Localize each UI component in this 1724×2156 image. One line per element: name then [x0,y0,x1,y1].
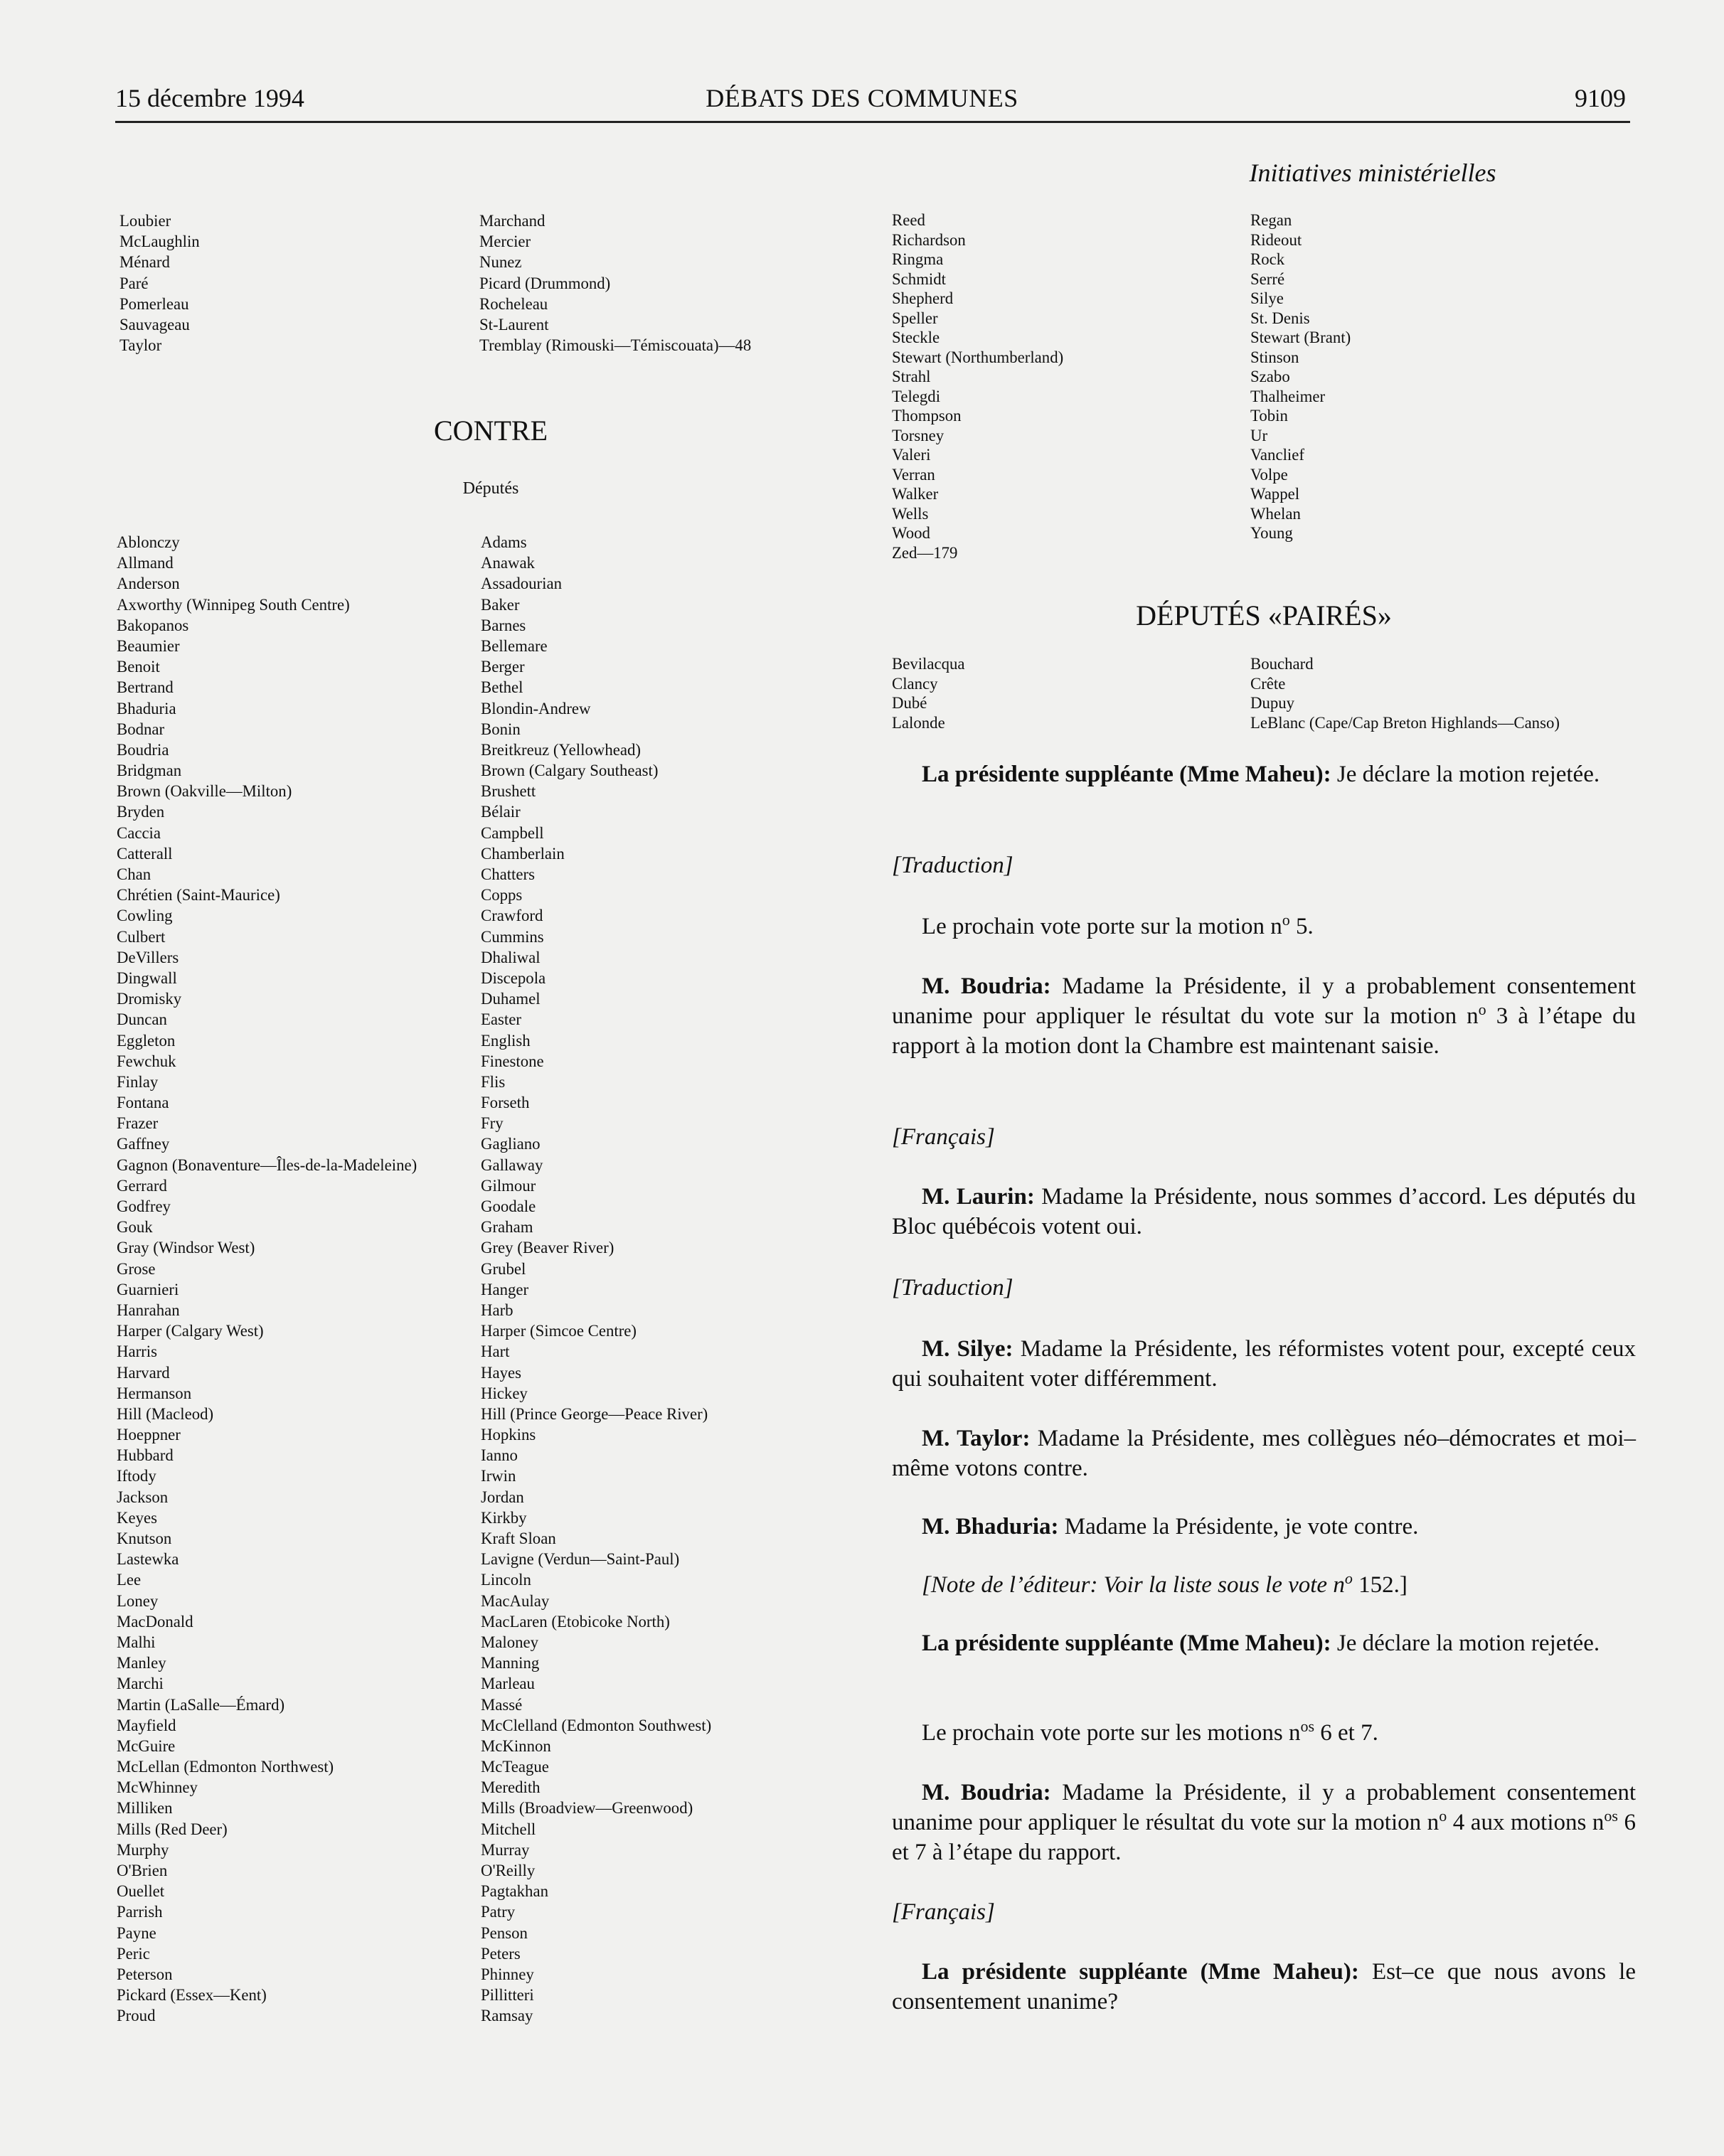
member-name: Boudria [117,740,169,759]
member-name: Murphy [117,1840,169,1859]
member-name: Grey (Beaver River) [481,1239,614,1257]
member-name: Bethel [481,678,523,697]
language-tag-1 [892,850,1636,880]
member-name: Grubel [481,1259,526,1278]
member-name: MacLaren (Etobicoke North) [481,1612,670,1631]
editor-note-text: 152.] [1352,1572,1408,1598]
member-name: Thalheimer [1250,387,1326,405]
member-name: Copps [481,886,523,904]
speech-text: 5. [1289,914,1314,939]
member-name: Schmidt [892,270,946,288]
member-name: Grose [117,1259,156,1278]
member-name: Finlay [117,1072,159,1091]
member-name: Murray [481,1840,530,1859]
member-name: Harris [117,1343,157,1361]
member-name: Flis [481,1072,506,1091]
member-name: Godfrey [117,1197,171,1215]
member-name: Kraft Sloan [481,1530,556,1547]
member-name: Dromisky [117,990,182,1008]
member-name: Chrétien (Saint-Maurice) [117,886,280,904]
member-name: Tremblay (Rimouski—Témiscouata)—48 [479,336,752,355]
page-date: 15 décembre 1994 [115,84,304,112]
speech-text: 4 aux motions n [1447,1810,1605,1835]
proceeding-para-5 [892,1334,1636,1394]
member-name: Peterson [117,1965,173,1983]
member-name: Malhi [117,1633,156,1651]
member-name: Mercier [479,233,531,251]
member-name: Picard (Drummond) [479,274,611,292]
member-name: Bertrand [117,678,174,697]
member-name: Knutson [117,1530,172,1547]
member-name: Bonin [481,720,521,738]
speech-text: Je déclare la motion rejetée. [1336,1631,1600,1656]
member-name: Pomerleau [119,294,189,313]
member-name: Anderson [117,575,180,593]
member-name: Valeri [892,446,931,464]
member-name: Ur [1250,426,1268,444]
speaker-name: La présidente suppléante (Mme Maheu): [922,762,1331,787]
contre-list-col1 [117,532,417,2027]
member-name: Duhamel [481,990,541,1008]
member-name: Ablonczy [117,533,180,551]
language-tag-4 [892,1897,1636,1927]
member-name: Wood [892,524,930,542]
member-name: Strahl [892,368,931,385]
speaker-name: La présidente suppléante (Mme Maheu): [922,1959,1359,1985]
member-name: McKinnon [481,1736,551,1755]
member-name: McTeague [481,1758,549,1776]
member-name: Stinson [1250,348,1299,366]
member-name: Marchand [479,212,546,230]
superscript: os [1604,1807,1618,1825]
speech-text: 6 et 7. [1314,1720,1378,1746]
member-name: O'Brien [117,1862,168,1879]
member-name: Torsney [892,426,945,444]
member-name: McGuire [117,1736,176,1755]
member-name: Manley [117,1654,166,1672]
contre-list-col3 [892,210,1063,562]
member-name: Wappel [1250,485,1300,503]
member-name: Whelan [1250,504,1301,523]
speech-text: Le prochain vote porte sur la motion n [922,914,1282,939]
member-name: Gilmour [481,1176,536,1195]
member-name: Loney [117,1591,159,1610]
editor-note-text: [Note de l’éditeur: Voir la liste sous le vote n [922,1572,1345,1598]
member-name: Tobin [1250,407,1288,425]
member-name: Kirkby [481,1508,527,1527]
member-name: Duncan [117,1010,167,1029]
member-name: Beaumier [117,636,180,655]
member-name: Breitkreuz (Yellowhead) [481,740,641,759]
pour-list-col2 [479,210,751,356]
member-name: Phinney [481,1965,534,1983]
member-name: Verran [892,465,935,484]
publication-title: DÉBATS DES COMMUNES [706,84,1018,112]
member-name: Serré [1250,270,1285,288]
member-name: Bellemare [481,636,548,655]
member-name: Harper (Simcoe Centre) [481,1322,637,1340]
superscript: os [1300,1717,1315,1735]
member-name: Penson [481,1923,528,1942]
proceeding-para-4 [892,1182,1636,1242]
member-name: Adams [481,533,527,551]
member-name: Hoeppner [117,1426,181,1444]
language-tag-text: [Français] [892,1124,995,1150]
superscript: o [1282,911,1290,929]
member-name: Rock [1250,250,1285,268]
member-name: O'Reilly [481,1862,536,1879]
proceeding-para-12 [892,1957,1636,2017]
member-name: DeVillers [117,948,179,966]
contre-heading: CONTRE [434,415,548,447]
speaker-name: M. Boudria: [922,973,1051,999]
member-name: Crawford [481,907,543,925]
member-name: Clancy [892,674,938,693]
member-name: Irwin [481,1467,516,1485]
member-name: Speller [892,309,938,327]
language-tag-3 [892,1273,1636,1303]
member-name: St. Denis [1250,309,1310,327]
member-name: Dubé [892,694,927,712]
language-tag-2 [892,1122,1636,1152]
member-name: McWhinney [117,1778,198,1797]
member-name: MacAulay [481,1591,550,1610]
member-name: McLaughlin [119,233,200,251]
member-name: Mayfield [117,1716,176,1734]
speech-text: Madame la Présidente, il y a probablement consentement unanime pour appliquer le résultat du vote sur la motion n [892,973,1636,1029]
member-name: Guarnieri [117,1280,179,1298]
speaker-name: M. Boudria: [922,1780,1051,1805]
member-name: Forseth [481,1094,530,1112]
member-name: Sauvageau [119,315,190,333]
speech-text: Est–ce que nous avons le consentement unanime? [892,1959,1636,2014]
member-name: Keyes [117,1508,157,1527]
member-name: Fontana [117,1094,169,1112]
proceeding-para-11 [892,1778,1636,1867]
member-name: Szabo [1250,368,1290,385]
member-name: Crête [1250,674,1286,693]
member-name: Cummins [481,927,544,946]
member-name: Wells [892,504,929,523]
member-name: Dingwall [117,968,177,987]
member-name: Bouchard [1250,655,1314,673]
member-name: Graham [481,1218,533,1237]
member-name: Maloney [481,1633,539,1651]
superscript: o [1439,1807,1447,1825]
pour-list-col1 [119,210,200,356]
member-name: Hanger [481,1280,529,1298]
member-name: Ouellet [117,1882,165,1901]
member-name: Volpe [1250,465,1288,484]
member-name: Ménard [119,253,170,272]
member-name: English [481,1031,531,1050]
member-name: Gagnon (Bonaventure—Îles-de-la-Madeleine) [117,1156,417,1174]
member-name: Goodale [481,1197,536,1215]
member-name: Taylor [119,336,162,355]
member-name: Gray (Windsor West) [117,1239,255,1257]
header-rule [115,121,1630,123]
member-name: Cowling [117,907,173,925]
member-name: Berger [481,658,525,676]
member-name: Young [1250,524,1293,542]
member-name: Reed [892,211,925,229]
member-name: Steckle [892,329,940,346]
member-name: Dupuy [1250,694,1295,712]
member-name: Allmand [117,554,174,572]
member-name: Bryden [117,803,165,821]
member-name: Manning [481,1654,540,1672]
member-name: Rocheleau [479,294,548,313]
member-name: Ringma [892,250,944,268]
running-head: Initiatives ministérielles [1249,159,1496,187]
member-name: Jordan [481,1488,524,1506]
member-name: Thompson [892,407,962,425]
member-name: Ramsay [481,2007,533,2025]
member-name: Chatters [481,865,535,883]
page-number: 9109 [1575,84,1626,112]
member-name: Martin (LaSalle—Émard) [117,1695,285,1714]
member-name: Bhaduria [117,699,176,717]
member-name: Blondin-Andrew [481,699,591,717]
member-name: Hill (Prince George—Peace River) [481,1404,708,1423]
member-name: LeBlanc (Cape/Cap Breton Highlands—Canso) [1250,713,1560,732]
member-name: Fry [481,1114,504,1133]
member-name: Brown (Calgary Southeast) [481,762,659,780]
member-name: Mills (Red Deer) [117,1820,228,1838]
paires-heading: DÉPUTÉS «PAIRÉS» [1136,599,1392,631]
member-name: Caccia [117,823,161,842]
member-name: Vanclief [1250,446,1304,464]
paires-list-col1 [892,654,965,732]
contre-list-col2 [481,532,711,2027]
member-name: Stewart (Brant) [1250,329,1351,346]
proceeding-para-9 [892,1628,1636,1658]
member-name: Patry [481,1903,516,1921]
member-name: Brown (Oakville—Milton) [117,782,292,801]
member-name: Harb [481,1301,514,1319]
member-name: Zed—179 [892,543,958,562]
member-name: Stewart (Northumberland) [892,348,1064,366]
member-name: Lincoln [481,1571,531,1589]
member-name: Hill (Macleod) [117,1404,214,1423]
member-name: Paré [119,274,149,292]
member-name: Shepherd [892,289,954,307]
member-name: Iftody [117,1467,156,1485]
member-name: Axworthy (Winnipeg South Centre) [117,595,350,614]
member-name: Assadourian [481,575,562,593]
proceeding-para-2 [892,912,1636,941]
language-tag-text: [Traduction] [892,1275,1013,1301]
member-name: Finestone [481,1052,544,1070]
member-name: Bodnar [117,720,165,738]
superscript: o [1478,1000,1486,1018]
speaker-name: M. Bhaduria: [922,1514,1059,1539]
member-name: Dhaliwal [481,948,541,966]
member-name: Lastewka [117,1550,179,1569]
member-name: Campbell [481,823,544,842]
member-name: Anawak [481,554,535,572]
member-name: Pickard (Essex—Kent) [117,1986,267,2005]
language-tag-text: [Traduction] [892,853,1013,878]
speaker-name: M. Silye: [922,1336,1013,1362]
member-name: Parrish [117,1903,163,1921]
speech-text: Madame la Présidente, il y a probablement consentement unanime pour appliquer le résultat du vote sur la motion n [892,1780,1636,1835]
member-name: Bélair [481,803,521,821]
member-name: Fewchuk [117,1052,176,1070]
member-name: Hayes [481,1363,521,1382]
speech-text: Madame la Présidente, les réformistes votent pour, excepté ceux qui souhaitent voter différemment. [892,1336,1636,1392]
member-name: Catterall [117,844,173,863]
member-name: Hanrahan [117,1301,180,1319]
member-name: McLellan (Edmonton Northwest) [117,1758,334,1776]
speaker-name: M. Taylor: [922,1426,1031,1451]
speaker-name: M. Laurin: [922,1184,1035,1210]
member-name: Chan [117,865,151,883]
speech-text: Madame la Présidente, nous sommes d’accord. Les députés du Bloc québécois votent oui. [892,1184,1637,1239]
member-name: Bridgman [117,762,182,780]
member-name: Mills (Broadview—Greenwood) [481,1799,693,1818]
member-name: Gallaway [481,1156,543,1174]
member-name: Chamberlain [481,844,565,863]
member-name: Loubier [119,212,171,230]
member-name: Marleau [481,1675,535,1693]
member-name: Discepola [481,968,546,987]
member-name: Pillitteri [481,1986,534,2005]
member-name: Walker [892,485,939,503]
proceeding-para-10 [892,1718,1636,1748]
member-name: Proud [117,2007,156,2025]
member-name: Hart [481,1343,510,1361]
member-name: Regan [1250,211,1292,229]
member-name: Peric [117,1944,150,1963]
member-name: Richardson [892,230,966,249]
member-name: Gaffney [117,1135,170,1153]
editor-note [892,1570,1636,1600]
member-name: Easter [481,1010,521,1029]
member-name: Bakopanos [117,616,189,634]
speech-text: 3 à l’étape du rapport à la motion dont la Chambre est maintenant saisie. [892,1003,1636,1059]
member-name: Baker [481,595,520,614]
member-name: Marchi [117,1675,164,1693]
member-name: Harvard [117,1363,170,1382]
member-name: Lavigne (Verdun—Saint-Paul) [481,1550,680,1569]
member-name: St-Laurent [479,315,549,333]
superscript: o [1344,1569,1353,1587]
member-name: Gagliano [481,1135,541,1153]
member-name: Eggleton [117,1031,176,1050]
member-name: Gouk [117,1218,153,1237]
member-name: MacDonald [117,1612,193,1631]
speaker-name: La présidente suppléante (Mme Maheu): [922,1631,1331,1656]
member-name: Ianno [481,1446,518,1465]
member-name: Brushett [481,782,536,801]
proceeding-para-6 [892,1424,1636,1483]
language-tag-text: [Français] [892,1899,995,1925]
member-name: Benoit [117,658,160,676]
proceeding-para-1 [892,759,1636,789]
member-name: Bevilacqua [892,655,965,673]
member-name: Lalonde [892,713,945,732]
member-name: Peters [481,1944,521,1963]
member-name: Hubbard [117,1446,174,1465]
speech-text: 6 et 7 à l’étape du rapport. [892,1810,1637,1865]
member-name: Massé [481,1695,523,1714]
speech-text: Je déclare la motion rejetée. [1336,762,1600,787]
contre-subheading: Députés [462,479,519,498]
speech-text: Madame la Présidente, je vote contre. [1064,1514,1419,1539]
member-name: Payne [117,1923,156,1942]
proceeding-para-3 [892,971,1636,1061]
member-name: Culbert [117,927,166,946]
member-name: Silye [1250,289,1284,307]
member-name: Harper (Calgary West) [117,1322,264,1340]
member-name: Jackson [117,1488,169,1506]
member-name: Frazer [117,1114,159,1133]
member-name: McClelland (Edmonton Southwest) [481,1716,712,1734]
paires-list-col2 [1250,654,1560,732]
member-name: Nunez [479,253,522,272]
speech-text: Le prochain vote porte sur les motions n [922,1720,1301,1746]
member-name: Meredith [481,1778,541,1797]
contre-list-col4 [1250,210,1351,543]
member-name: Hopkins [481,1426,536,1444]
member-name: Lee [117,1571,142,1589]
member-name: Pagtakhan [481,1882,548,1901]
member-name: Rideout [1250,230,1302,249]
member-name: Hickey [481,1384,528,1402]
member-name: Milliken [117,1799,173,1818]
member-name: Telegdi [892,387,941,405]
speech-text: Madame la Présidente, mes collègues néo–démocrates et moi–même votons contre. [892,1426,1636,1481]
member-name: Gerrard [117,1176,167,1195]
member-name: Hermanson [117,1384,192,1402]
proceeding-para-7 [892,1512,1636,1542]
member-name: Mitchell [481,1820,536,1838]
member-name: Barnes [481,616,526,634]
